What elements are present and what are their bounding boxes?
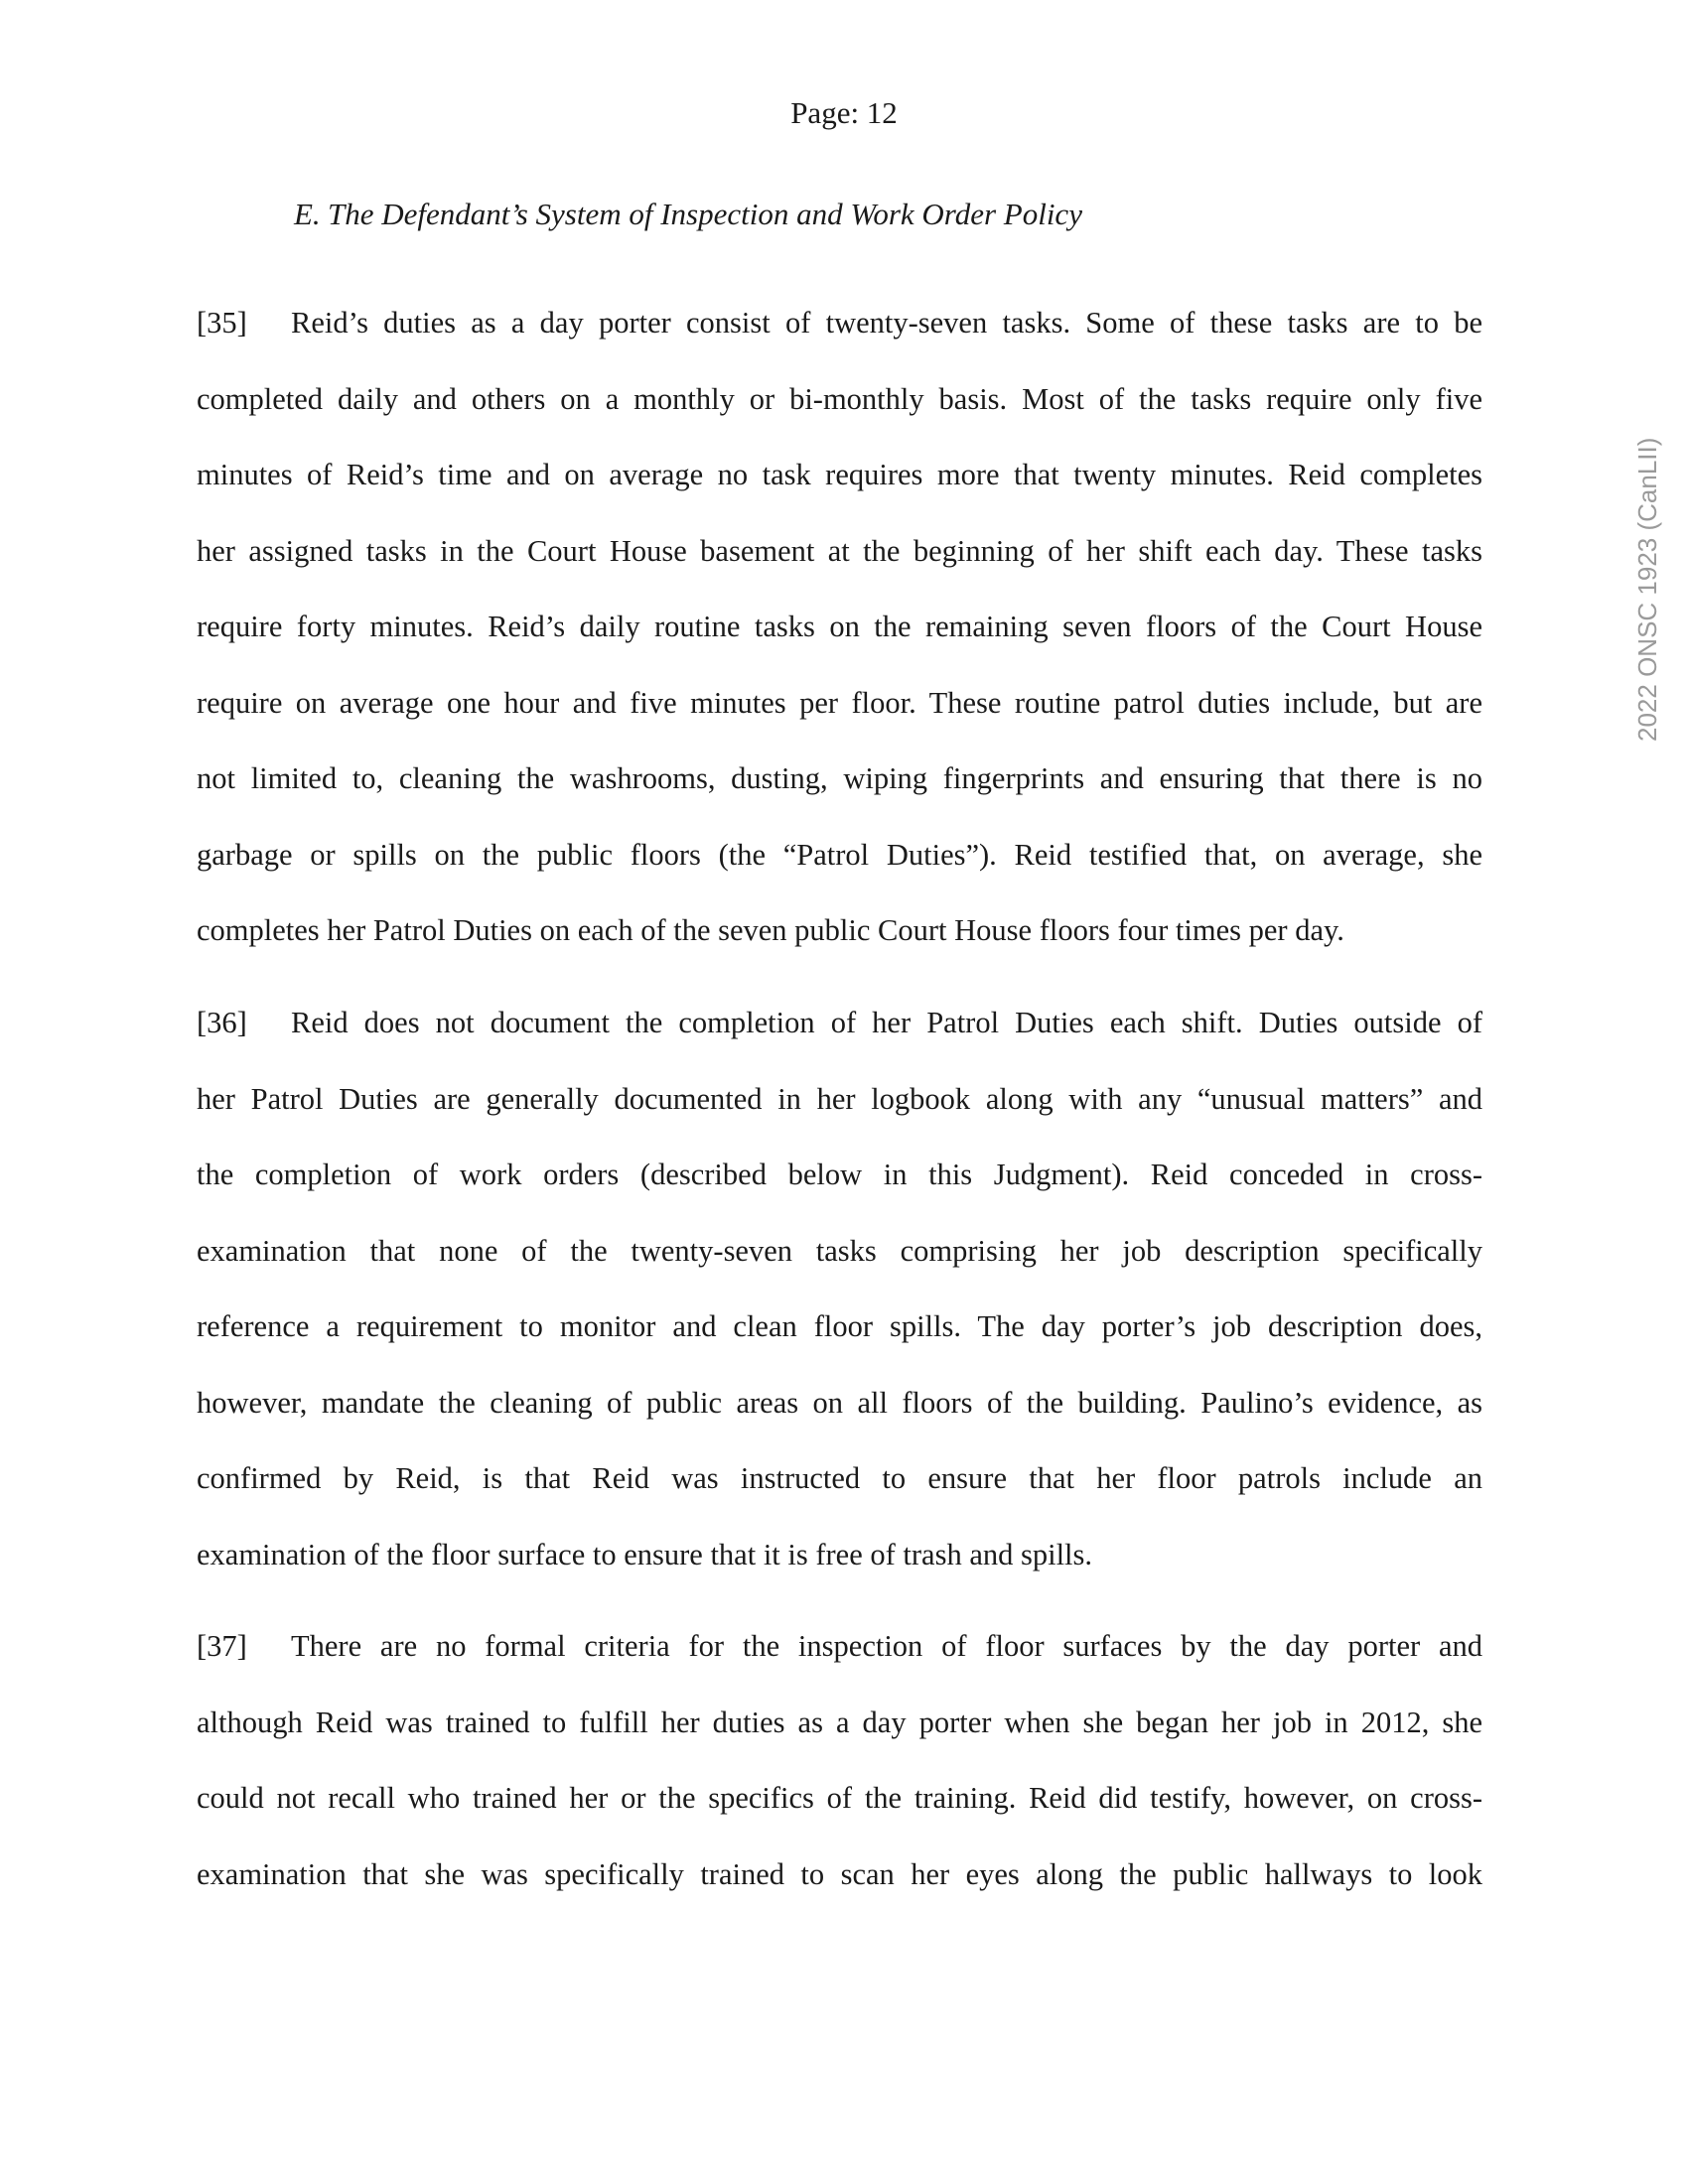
paragraph-line: require forty minutes. Reid’s daily routine tasks on the remaining seven floors of the Court House <box>197 610 1482 643</box>
paragraph-line: completes her Patrol Duties on each of the seven public Court House floors four times per day. <box>197 913 1344 947</box>
paragraph-line: the completion of work orders (described below in this Judgment). Reid conceded in cross- <box>197 1158 1482 1191</box>
paragraph-line: could not recall who trained her or the specifics of the training. Reid did testify, however, on cross- <box>197 1781 1482 1815</box>
paragraph-line: [36] Reid does not document the completion of her Patrol Duties each shift. Duties outside of <box>197 985 1482 1061</box>
paragraph-line: examination of the floor surface to ensure that it is free of trash and spills. <box>197 1537 1093 1571</box>
paragraph-line: require on average one hour and five minutes per floor. These routine patrol duties include, but are <box>197 685 1482 720</box>
paragraph-line: [35] Reid’s duties as a day porter consist of twenty-seven tasks. Some of these tasks are to be <box>197 285 1482 361</box>
paragraph-line: her Patrol Duties are generally documented in her logbook along with any “unusual matters” and <box>197 1081 1482 1116</box>
paragraph-number: [37] <box>197 1629 247 1663</box>
paragraph-line: although Reid was trained to fulfill her duties as a day porter when she began her job in 2012, she <box>197 1705 1482 1739</box>
paragraph-line: not limited to, cleaning the washrooms, dusting, wiping fingerprints and ensuring that there is no <box>197 761 1482 795</box>
paragraph-line: examination that none of the twenty-seven tasks comprising her job description specifically <box>197 1233 1482 1268</box>
paragraph-line: however, mandate the cleaning of public areas on all floors of the building. Paulino’s evidence, as <box>197 1385 1482 1420</box>
section-heading <box>294 199 1082 229</box>
canlii-citation: 2022 ONSC 1923 (CanLII) <box>1632 437 1662 742</box>
section-title: The Defendant’s System of Inspection and Work Order Policy <box>328 197 1082 231</box>
paragraph-37 <box>197 1608 1482 1912</box>
paragraph-35 <box>197 285 1482 969</box>
paragraph-line: garbage or spills on the public floors (the “Patrol Duties”). Reid testified that, on average, she <box>197 837 1482 872</box>
paragraph-line: her assigned tasks in the Court House basement at the beginning of her shift each day. These tasks <box>197 533 1482 568</box>
paragraph-line: minutes of Reid’s time and on average no task requires more that twenty minutes. Reid completes <box>197 458 1482 491</box>
paragraph-line: completed daily and others on a monthly or bi-monthly basis. Most of the tasks require only five <box>197 381 1482 416</box>
paragraph-number: [35] <box>197 306 247 340</box>
paragraph-line: examination that she was specifically trained to scan her eyes along the public hallways to look <box>197 1856 1482 1891</box>
paragraph-line: [37] There are no formal criteria for the inspection of floor surfaces by the day porter and <box>197 1608 1482 1685</box>
page-number: Page: 12 <box>790 95 898 130</box>
paragraph-line: confirmed by Reid, is that Reid was instructed to ensure that her floor patrols include an <box>197 1461 1482 1495</box>
section-letter: E. <box>294 197 321 231</box>
paragraph-36 <box>197 985 1482 1592</box>
paragraph-line: reference a requirement to monitor and clean floor spills. The day porter’s job description does, <box>197 1309 1482 1343</box>
paragraph-number: [36] <box>197 1006 247 1039</box>
